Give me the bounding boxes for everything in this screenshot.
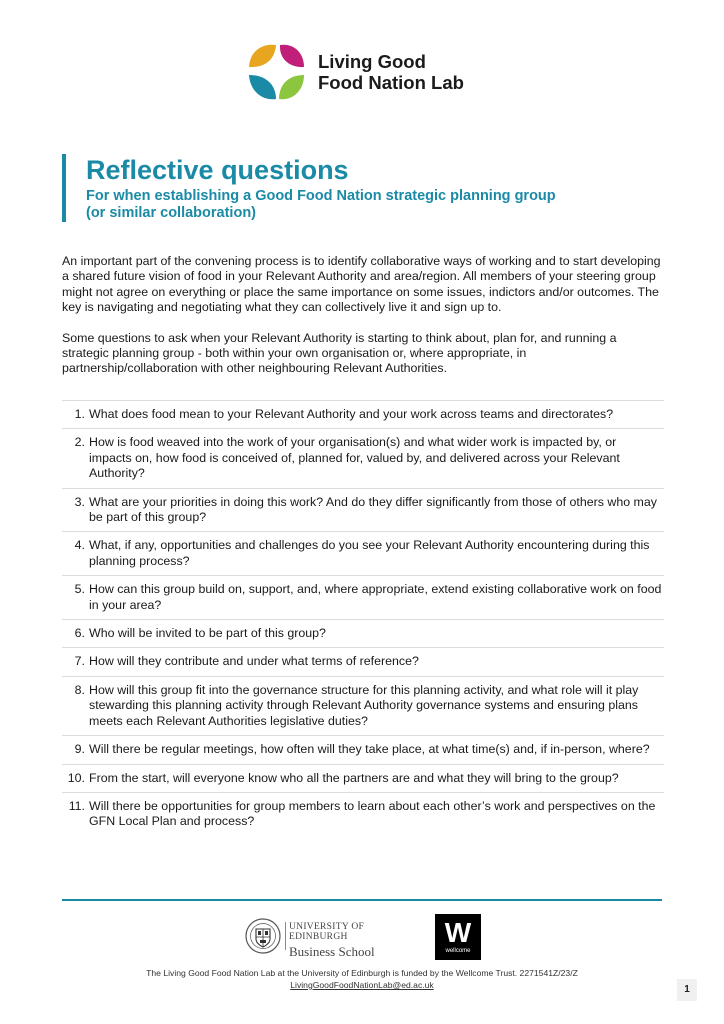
lab-name-line1: Living Good <box>318 51 426 72</box>
question-text: How can this group build on, support, and, where appropriate, extend existing collaborative work on food in your area? <box>89 582 662 612</box>
question-text: From the start, will everyone know who all the partners are and what they will bring to the group? <box>89 770 619 785</box>
title-block <box>62 154 662 222</box>
page-number: 1 <box>677 979 697 1001</box>
question-item <box>62 429 664 488</box>
business-school-name: Business School <box>289 944 375 959</box>
question-number: 3. <box>74 494 85 509</box>
uoe-name: UNIVERSITY OF EDINBURGH <box>289 922 365 942</box>
question-number: 5. <box>74 582 85 597</box>
question-item <box>62 736 664 764</box>
footer-divider <box>62 899 662 901</box>
leaf-logo-icon <box>246 41 308 103</box>
funding-statement <box>62 967 662 991</box>
intro-paragraph-2: Some questions to ask when your Relevant Authority is starting to think about, plan for, and running a strategic planning group - both within your own organisation or, where appropriate, in partnership/collaboration with other neighbouring Relevant Authorities. <box>62 330 617 376</box>
question-text: Who will be invited to be part of this group? <box>89 626 326 641</box>
question-text: What does food mean to your Relevant Authority and your work across teams and directorates? <box>89 407 614 421</box>
question-text: Will there be regular meetings, how often will they take place, at what time(s) and, if in-person, where? <box>89 742 650 757</box>
question-text: Will there be opportunities for group members to learn about each other’s work and perspectives on the GFN Local Plan and process? <box>89 798 656 829</box>
question-item <box>62 677 664 736</box>
intro-paragraph-1: An important part of the convening process is to identify collaborative ways of working and to start developing a shared future vision of food in your Relevant Authority and area/region. All members of your steering group might not agree on everything or place the same importance on some issues, indictors and/or outcomes. The key is navigating and negotiating what they can collectively live it and sign up to. <box>62 254 661 315</box>
question-number: 11. <box>68 798 85 813</box>
logo-divider <box>285 922 286 950</box>
intro-text <box>62 254 662 392</box>
question-number: 10. <box>67 770 85 785</box>
question-text: How is food weaved into the work of your organisation(s) and what wider work is impacted by, or impacts on, how food is conceived of, planned for, valued by, and delivered across your Relevant Authority? <box>89 435 620 481</box>
question-item <box>62 489 664 533</box>
question-item <box>62 620 664 648</box>
question-number: 6. <box>74 626 85 641</box>
question-text: How will this group fit into the governance structure for this planning activity, and what role will it play stewarding this planning activity through Relevant Authority governance systems and ensuring plans meets each Relevant Authorities legislative duties? <box>89 682 639 728</box>
question-item <box>62 401 664 429</box>
wellcome-w-mark: W <box>444 917 472 948</box>
question-text: What are your priorities in doing this work? And do they differ significantly from those of others who may be part of this group? <box>89 494 657 525</box>
question-number: 7. <box>74 654 85 669</box>
university-crest-icon <box>245 917 281 955</box>
question-number: 2. <box>74 435 85 450</box>
wellcome-wordmark: wellcome <box>445 948 471 954</box>
question-text: How will they contribute and under what terms of reference? <box>89 654 419 669</box>
question-item <box>62 532 664 576</box>
question-text: What, if any, opportunities and challenges do you see your Relevant Authority encountering during this planning process? <box>89 538 650 568</box>
question-number: 4. <box>74 538 85 553</box>
page-title: Reflective questions <box>86 155 349 185</box>
question-item <box>62 793 664 836</box>
uoe-text <box>289 922 425 960</box>
wellcome-logo <box>435 914 481 960</box>
question-item <box>62 576 664 620</box>
question-item <box>62 765 664 793</box>
questions-list <box>62 400 664 836</box>
question-number: 1. <box>74 407 85 421</box>
question-number: 8. <box>74 682 85 697</box>
uoe-business-school-logo <box>245 916 425 959</box>
lab-logo <box>246 41 486 103</box>
question-number: 9. <box>74 742 85 757</box>
contact-email-link[interactable]: LivingGoodFoodNationLab@ed.ac.uk <box>290 980 434 990</box>
funding-text: The Living Good Food Nation Lab at the University of Edinburgh is funded by the Wellcome Trust. 2271541Z/23/Z <box>146 968 578 978</box>
page-subtitle: For when establishing a Good Food Nation strategic planning group (or similar collaboration) <box>86 188 556 221</box>
lab-name <box>318 51 464 93</box>
lab-name-line2: Food Nation Lab <box>318 72 464 93</box>
question-item <box>62 648 664 676</box>
